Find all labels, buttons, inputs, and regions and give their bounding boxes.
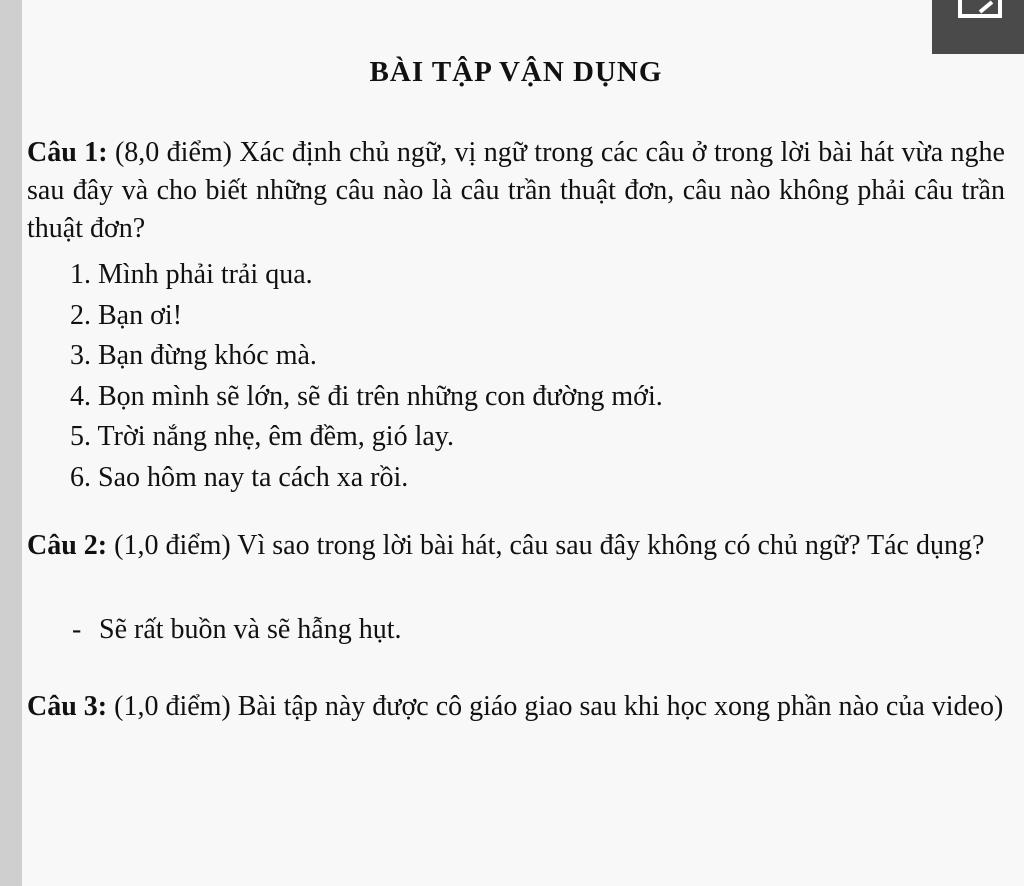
question-2-sentence xyxy=(72,611,402,649)
question-1-sentence-list xyxy=(70,255,663,498)
question-3 xyxy=(27,688,1005,726)
question-2 xyxy=(27,527,1005,565)
question-3-text: (1,0 điểm) Bài tập này được cô giáo giao sau khi học xong phần nào của video) xyxy=(107,691,1004,722)
left-edge-strip xyxy=(0,0,22,886)
list-item: 1. Mình phải trải qua. xyxy=(70,259,313,290)
list-item: 6. Sao hôm nay ta cách xa rồi. xyxy=(70,461,409,493)
list-item: 5. Trời nắng nhẹ, êm đềm, gió lay. xyxy=(70,421,454,452)
list-item: 3. Bạn đừng khóc mà. xyxy=(70,340,317,371)
dash-bullet: - xyxy=(72,614,82,645)
question-2-sentence-text: Sẽ rất buồn và sẽ hẫng hụt. xyxy=(99,614,402,645)
page-title: BÀI TẬP VẬN DỤNG xyxy=(369,56,663,88)
document-page xyxy=(27,0,1005,886)
question-1-label: Câu 1: xyxy=(27,137,108,168)
list-item: 2. Bạn ơi! xyxy=(70,299,183,331)
question-2-text: (1,0 điểm) Vì sao trong lời bài hát, câu sau đây không có chủ ngữ? Tác dụng? xyxy=(107,530,985,561)
question-2-label: Câu 2: xyxy=(27,530,108,561)
question-1 xyxy=(27,134,1005,248)
list-item: 4. Bọn mình sẽ lớn, sẽ đi trên những con đường mới. xyxy=(70,380,663,412)
question-3-label: Câu 3: xyxy=(27,691,108,722)
question-1-text: (8,0 điểm) Xác định chủ ngữ, vị ngữ trong các câu ở trong lời bài hát vừa nghe sau đây và cho biết những câu nào là câu trần thuật đơn, câu nào không phải câu trần thuật đơn? xyxy=(27,137,1005,244)
